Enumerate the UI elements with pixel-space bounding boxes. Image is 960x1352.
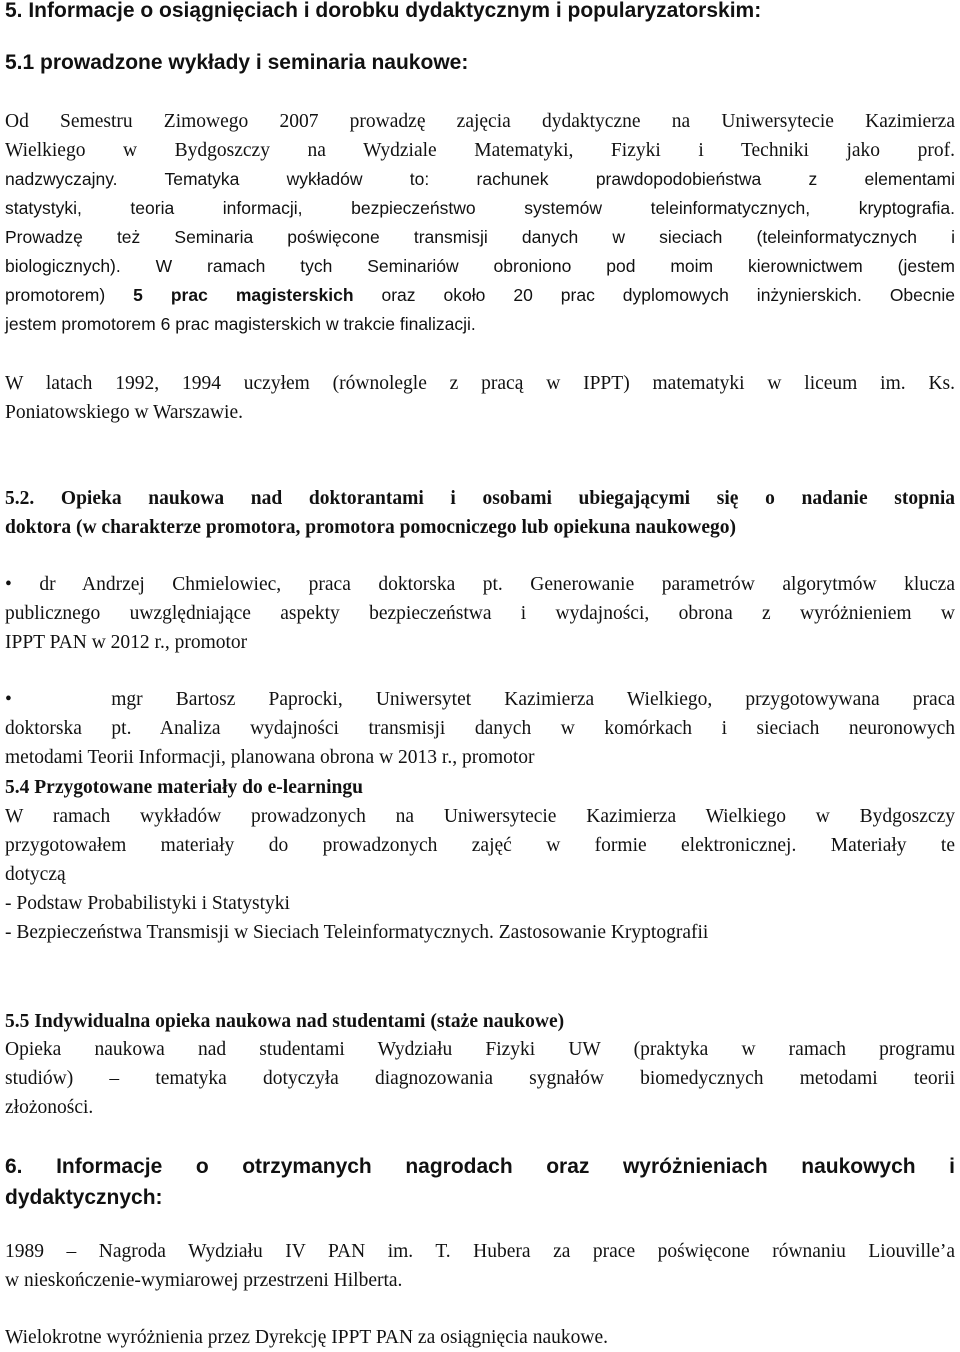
text-line: jestem promotorem 6 prac magisterskich w trakcie finalizacji. [5,314,476,334]
section-6-heading [5,1151,955,1213]
section-5-heading: 5. Informacje o osiągnięciach i dorobku dydaktycznym i popularyzatorskim: [5,0,762,22]
text-line: Wielkiego w Bydgoszczy na Wydziale Matematyki, Fizyki i Techniki jako prof. [5,140,955,161]
text-line: W ramach wykładów prowadzonych na Uniwersytecie Kazimierza Wielkiego w Bydgoszczy [5,806,955,827]
section-5-2-heading [5,484,955,542]
text-line: Prowadzę też Seminaria poświęcone transmisji danych w sieciach (teleinformatycznych i [5,227,955,247]
text-line: przygotowałem materiały do prowadzonych zajęć w formie elektronicznej. Materiały te [5,835,955,856]
text-run: promotorem) [5,285,134,305]
text-line: nadzwyczajny. Tematyka wykładów to: rachunek prawdopodobieństwa z elementami [5,169,955,189]
text-line: doktora (w charakterze promotora, promotora pomocniczego lub opiekuna naukowego) [5,517,737,538]
paragraph-lectures-topics [5,165,955,339]
bullet-icon: • [5,574,12,595]
bullet-icon: • [5,689,12,710]
paragraph-lectures-intro [5,107,955,165]
text-line [5,570,955,599]
text-line: dotyczą [5,864,66,885]
text-line: biologicznych). W ramach tych Seminariów obroniono pod moim kierownictwem (jestem [5,256,955,276]
text-line: w nieskończenie-wymiarowej przestrzeni Hilberta. [5,1270,403,1291]
bold-text: 5 prac magisterskich [133,285,354,305]
text-run: oraz około 20 prac dyplomowych inżynierskich. Obecnie [353,285,956,305]
text-line: 5.2. Opieka naukowa nad doktorantami i osobami ubiegającymi się o nadanie stopnia [5,488,955,509]
text-run: dr Andrzej Chmielowiec, praca doktorska pt. Generowanie parametrów algorytmów klucza [39,574,955,595]
text-line: Opieka naukowa nad studentami Wydziału Fizyki UW (praktyka w ramach programu [5,1039,955,1060]
text-line: publicznego uwzględniające aspekty bezpieczeństwa i wydajności, obrona z wyróżnieniem w [5,603,955,624]
text-line: dydaktycznych: [5,1186,163,1209]
text-line: - Bezpieczeństwa Transmisji w Sieciach Teleinformatycznych. Zastosowanie Kryptografii [5,922,709,943]
paragraph-distinctions: Wielokrotne wyróżnienia przez Dyrekcję IPPT PAN za osiągnięcia naukowe. [5,1327,608,1348]
text-line: doktorska pt. Analiza wydajności transmisji danych w komórkach i sieciach neuronowych [5,718,955,739]
text-line: 1989 – Nagroda Wydziału IV PAN im. T. Hubera za prace poświęcone równaniu Liouville’a [5,1241,955,1262]
paragraph-elearning [5,802,955,947]
section-5-4-heading: 5.4 Przygotowane materiały do e-learningu [5,777,363,798]
text-line: W latach 1992, 1994 uczyłem (równolegle z pracą w IPPT) matematyki w liceum im. Ks. [5,373,955,394]
text-line [5,281,955,310]
paragraph-school-teaching [5,369,955,427]
text-line: IPPT PAN w 2012 r., promotor [5,632,248,653]
section-5-5-heading: 5.5 Indywidualna opieka naukowa nad studentami (staże naukowe) [5,1011,565,1032]
section-5-1-heading: 5.1 prowadzone wykłady i seminaria naukowe: [5,51,469,74]
text-line: metodami Teorii Informacji, planowana obrona w 2013 r., promotor [5,747,535,768]
text-line: złożoności. [5,1097,94,1118]
list-item [5,685,955,772]
list-item [5,570,955,657]
text-line: 6. Informacje o otrzymanych nagrodach oraz wyróżnieniach naukowych i [5,1155,955,1178]
text-line: studiów) – tematyka dotyczyła diagnozowania sygnałów biomedycznych metodami teorii [5,1068,955,1089]
paragraph-award [5,1237,955,1295]
text-line: Poniatowskiego w Warszawie. [5,402,243,423]
text-line: - Podstaw Probabilistyki i Statystyki [5,893,290,914]
text-line [5,685,955,714]
text-line: statystyki, teoria informacji, bezpieczeństwo systemów teleinformatycznych, kryptografia. [5,198,955,218]
text-line: Od Semestru Zimowego 2007 prowadzę zajęcia dydaktyczne na Uniwersytecie Kazimierza [5,111,955,132]
text-run: mgr Bartosz Paprocki, Uniwersytet Kazimierza Wielkiego, przygotowywana praca [111,689,956,710]
paragraph-internships [5,1035,955,1122]
